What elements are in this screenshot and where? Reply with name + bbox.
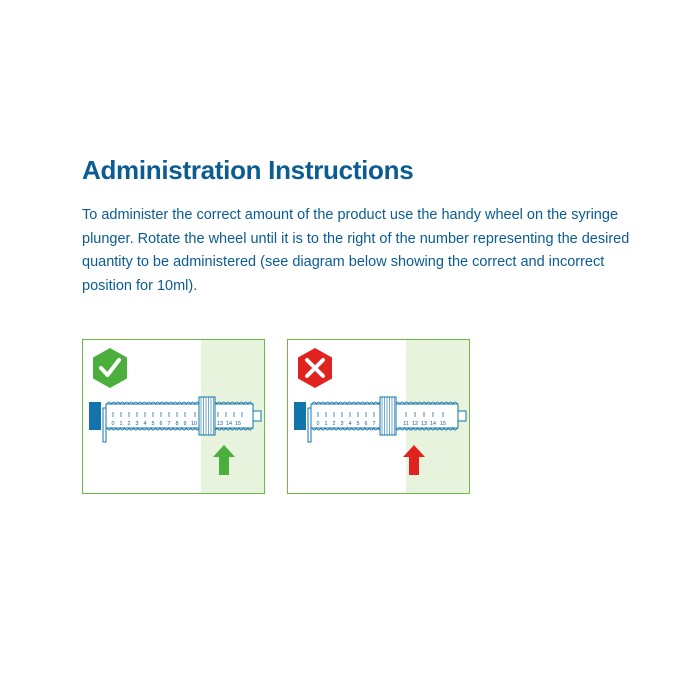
svg-text:5: 5 — [151, 421, 155, 427]
syringe-diagram-correct — [83, 390, 265, 450]
svg-text:3: 3 — [135, 421, 139, 427]
incorrect-example-panel — [287, 339, 470, 494]
check-mark-icon — [91, 347, 129, 389]
correct-example-panel — [82, 339, 265, 494]
svg-text:5: 5 — [356, 421, 360, 427]
svg-text:1: 1 — [119, 421, 123, 427]
svg-text:11: 11 — [403, 421, 409, 427]
diagram-row — [82, 339, 470, 494]
svg-text:9: 9 — [183, 421, 187, 427]
svg-text:6: 6 — [364, 421, 368, 427]
instructions-block — [82, 155, 642, 298]
svg-text:14: 14 — [226, 421, 232, 427]
svg-text:14: 14 — [430, 421, 436, 427]
svg-text:8: 8 — [175, 421, 179, 427]
cross-mark-icon — [296, 347, 334, 389]
svg-text:7: 7 — [167, 421, 171, 427]
svg-text:13: 13 — [217, 421, 223, 427]
svg-text:3: 3 — [340, 421, 344, 427]
svg-text:4: 4 — [348, 421, 352, 427]
svg-text:4: 4 — [143, 421, 147, 427]
page-title: Administration Instructions — [82, 155, 414, 185]
svg-text:1: 1 — [324, 421, 328, 427]
svg-text:2: 2 — [332, 421, 336, 427]
syringe-diagram-incorrect — [288, 390, 470, 450]
svg-text:10: 10 — [191, 421, 197, 427]
svg-text:2: 2 — [127, 421, 131, 427]
up-arrow-icon — [403, 445, 425, 475]
svg-text:0: 0 — [111, 421, 115, 427]
intro-paragraph: To administer the correct amount of the product use the handy wheel on the syringe plunger. Rotate the wheel until it is to the right of the number representing the desired quantity to be administered (see diagram below showing the correct and incorrect position for 10ml). — [82, 207, 630, 294]
svg-text:6: 6 — [159, 421, 163, 427]
svg-text:0: 0 — [316, 421, 320, 427]
svg-text:13: 13 — [421, 421, 427, 427]
up-arrow-icon — [213, 445, 235, 475]
svg-text:15: 15 — [235, 421, 241, 427]
svg-text:12: 12 — [412, 421, 418, 427]
svg-text:7: 7 — [372, 421, 376, 427]
svg-text:15: 15 — [440, 421, 446, 427]
